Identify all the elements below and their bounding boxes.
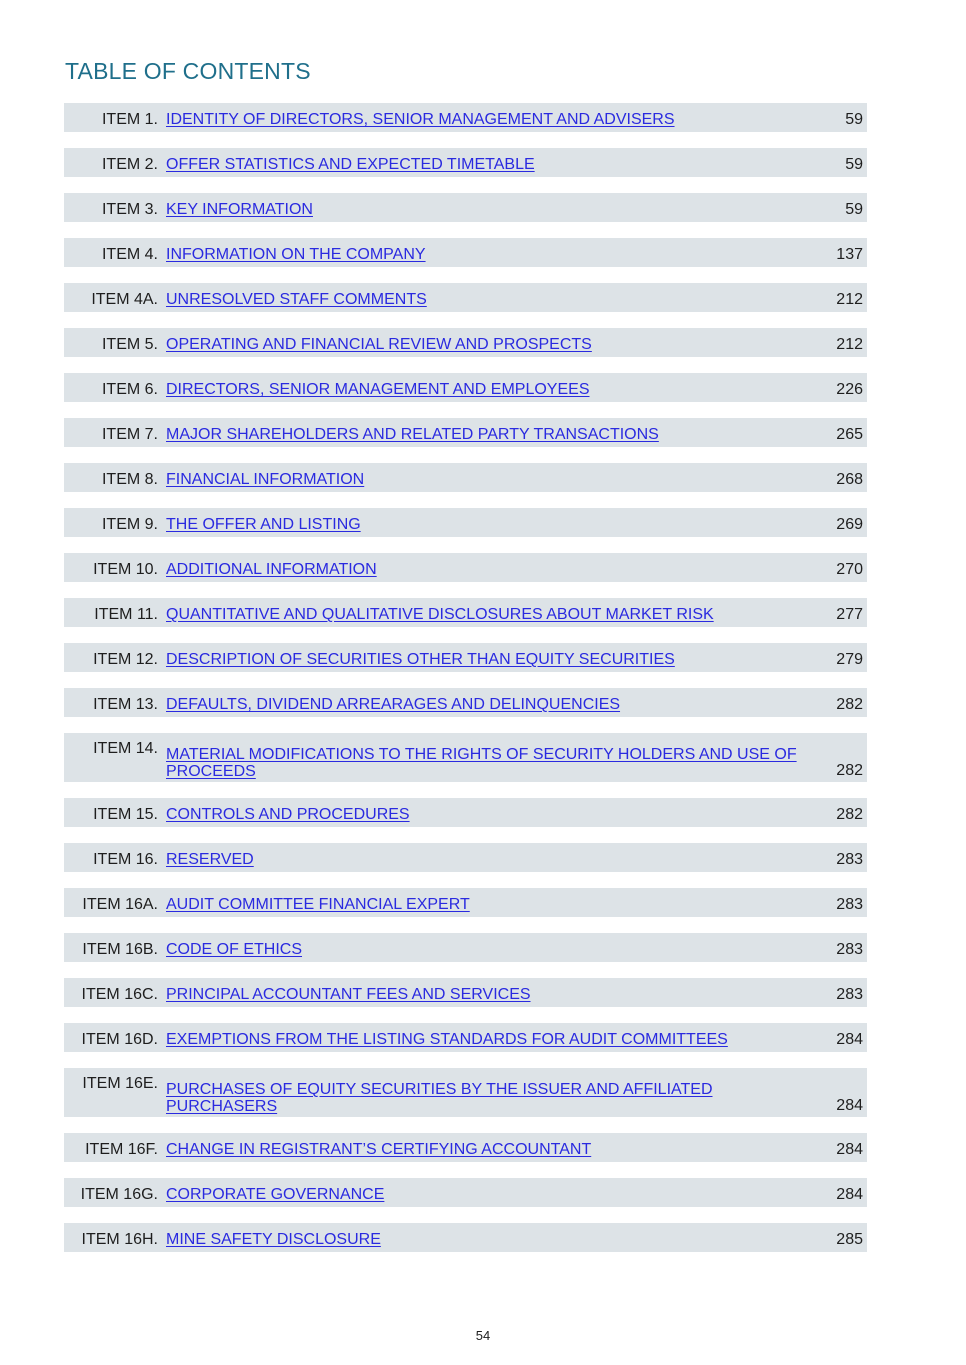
- toc-item-link[interactable]: CORPORATE GOVERNANCE: [166, 1186, 385, 1203]
- toc-item-link[interactable]: KEY INFORMATION: [166, 201, 313, 218]
- toc-item-number: ITEM 16D.: [81, 1031, 158, 1048]
- toc-item-page: 59: [845, 111, 863, 128]
- toc-item-number: ITEM 16G.: [80, 1186, 158, 1203]
- toc-item-number: ITEM 14.: [93, 740, 158, 757]
- toc-item-number: ITEM 16C.: [81, 986, 158, 1003]
- toc-item-page: 283: [836, 986, 863, 1003]
- toc-row: [64, 688, 867, 717]
- toc-item-number: ITEM 1.: [101, 111, 158, 128]
- toc-item-number: ITEM 9.: [101, 516, 158, 533]
- toc-item-page: 137: [836, 246, 863, 263]
- toc-list: [64, 103, 867, 1268]
- toc-item-page: 226: [836, 381, 863, 398]
- toc-item-number: ITEM 15.: [93, 806, 158, 823]
- toc-item-page: 269: [836, 516, 863, 533]
- toc-item-link[interactable]: DESCRIPTION OF SECURITIES OTHER THAN EQUITY SECURITIES: [166, 651, 675, 668]
- toc-row: [64, 148, 867, 177]
- toc-row: [64, 463, 867, 492]
- toc-item-link[interactable]: CONTROLS AND PROCEDURES: [166, 806, 410, 823]
- toc-row: [64, 328, 867, 357]
- toc-item-page: 282: [836, 806, 863, 823]
- toc-row: [64, 373, 867, 402]
- toc-row: [64, 978, 867, 1007]
- toc-item-link[interactable]: EXEMPTIONS FROM THE LISTING STANDARDS FOR AUDIT COMMITTEES: [166, 1031, 728, 1048]
- toc-item-number: ITEM 5.: [101, 336, 158, 353]
- toc-row: [64, 103, 867, 132]
- toc-item-page: 59: [845, 156, 863, 173]
- toc-item-page: 59: [845, 201, 863, 218]
- toc-item-number: ITEM 3.: [101, 201, 158, 218]
- toc-row: [64, 508, 867, 537]
- toc-item-link[interactable]: INFORMATION ON THE COMPANY: [166, 246, 426, 263]
- toc-item-page: 284: [836, 1141, 863, 1158]
- toc-row: [64, 888, 867, 917]
- toc-item-page: 284: [836, 1186, 863, 1203]
- toc-item-number: ITEM 7.: [101, 426, 158, 443]
- toc-item-link[interactable]: PURCHASES OF EQUITY SECURITIES BY THE ISSUER AND AFFILIATED PURCHASERS: [166, 1081, 713, 1115]
- toc-item-link[interactable]: DIRECTORS, SENIOR MANAGEMENT AND EMPLOYEES: [166, 381, 590, 398]
- toc-item-number: ITEM 13.: [93, 696, 158, 713]
- toc-item-number: ITEM 12.: [93, 651, 158, 668]
- toc-row: [64, 193, 867, 222]
- toc-title: TABLE OF CONTENTS: [65, 58, 311, 84]
- toc-item-number: ITEM 11.: [94, 606, 158, 623]
- toc-item-page: 283: [836, 896, 863, 913]
- toc-item-number: ITEM 16E.: [82, 1075, 158, 1092]
- toc-row: [64, 1068, 867, 1117]
- toc-item-link[interactable]: DEFAULTS, DIVIDEND ARREARAGES AND DELINQUENCIES: [166, 696, 621, 713]
- toc-row: [64, 553, 867, 582]
- toc-item-link[interactable]: MATERIAL MODIFICATIONS TO THE RIGHTS OF SECURITY HOLDERS AND USE OF PROCEEDS: [166, 746, 797, 780]
- toc-item-link[interactable]: OPERATING AND FINANCIAL REVIEW AND PROSPECTS: [166, 336, 592, 353]
- toc-row: [64, 933, 867, 962]
- toc-item-page: 212: [836, 336, 863, 353]
- toc-item-link[interactable]: UNRESOLVED STAFF COMMENTS: [166, 291, 427, 308]
- toc-row: [64, 1223, 867, 1252]
- toc-row: [64, 1133, 867, 1162]
- toc-item-link[interactable]: QUANTITATIVE AND QUALITATIVE DISCLOSURES ABOUT MARKET RISK: [166, 606, 714, 623]
- toc-row: [64, 283, 867, 312]
- toc-row: [64, 1178, 867, 1207]
- toc-item-link[interactable]: PRINCIPAL ACCOUNTANT FEES AND SERVICES: [166, 986, 531, 1003]
- toc-item-number: ITEM 16A.: [82, 896, 158, 913]
- toc-item-number: ITEM 4A.: [91, 291, 158, 308]
- toc-row: [64, 643, 867, 672]
- toc-item-number: ITEM 2.: [101, 156, 158, 173]
- toc-item-page: 282: [836, 696, 863, 713]
- toc-item-page: 212: [836, 291, 863, 308]
- toc-row: [64, 598, 867, 627]
- toc-item-number: ITEM 16B.: [82, 941, 158, 958]
- toc-item-page: 284: [836, 1031, 863, 1048]
- toc-item-link[interactable]: FINANCIAL INFORMATION: [166, 471, 365, 488]
- toc-item-page: 277: [836, 606, 863, 623]
- toc-item-page: 265: [836, 426, 863, 443]
- toc-item-page: 283: [836, 941, 863, 958]
- toc-item-page: 268: [836, 471, 863, 488]
- toc-row: [64, 238, 867, 267]
- toc-item-page: 270: [836, 561, 863, 578]
- toc-item-number: ITEM 16H.: [81, 1231, 158, 1248]
- toc-item-link[interactable]: MAJOR SHAREHOLDERS AND RELATED PARTY TRANSACTIONS: [166, 426, 659, 443]
- toc-item-number: ITEM 8.: [101, 471, 158, 488]
- toc-item-page: 279: [836, 651, 863, 668]
- toc-item-link[interactable]: MINE SAFETY DISCLOSURE: [166, 1231, 381, 1248]
- toc-item-link[interactable]: ADDITIONAL INFORMATION: [166, 561, 377, 578]
- toc-row: [64, 1023, 867, 1052]
- toc-row: [64, 418, 867, 447]
- toc-item-link[interactable]: THE OFFER AND LISTING: [166, 516, 361, 533]
- toc-item-number: ITEM 6.: [101, 381, 158, 398]
- toc-row: [64, 798, 867, 827]
- toc-item-number: ITEM 16.: [93, 851, 158, 868]
- toc-item-link[interactable]: CHANGE IN REGISTRANT’S CERTIFYING ACCOUNTANT: [166, 1141, 592, 1158]
- toc-item-link[interactable]: AUDIT COMMITTEE FINANCIAL EXPERT: [166, 896, 470, 913]
- toc-item-page: 285: [836, 1231, 863, 1248]
- toc-row: [64, 733, 867, 782]
- toc-item-link[interactable]: CODE OF ETHICS: [166, 941, 303, 958]
- toc-row: [64, 843, 867, 872]
- toc-item-link[interactable]: OFFER STATISTICS AND EXPECTED TIMETABLE: [166, 156, 535, 173]
- toc-item-link[interactable]: IDENTITY OF DIRECTORS, SENIOR MANAGEMENT AND ADVISERS: [166, 111, 675, 128]
- toc-item-number: ITEM 4.: [101, 246, 158, 263]
- toc-item-page: 283: [836, 851, 863, 868]
- toc-item-page: 284: [836, 1097, 863, 1114]
- toc-item-page: 282: [836, 762, 863, 779]
- toc-item-number: ITEM 10.: [93, 561, 158, 578]
- toc-item-number: ITEM 16F.: [85, 1141, 158, 1158]
- toc-item-link[interactable]: RESERVED: [166, 851, 254, 868]
- page-number: 54: [475, 1328, 491, 1343]
